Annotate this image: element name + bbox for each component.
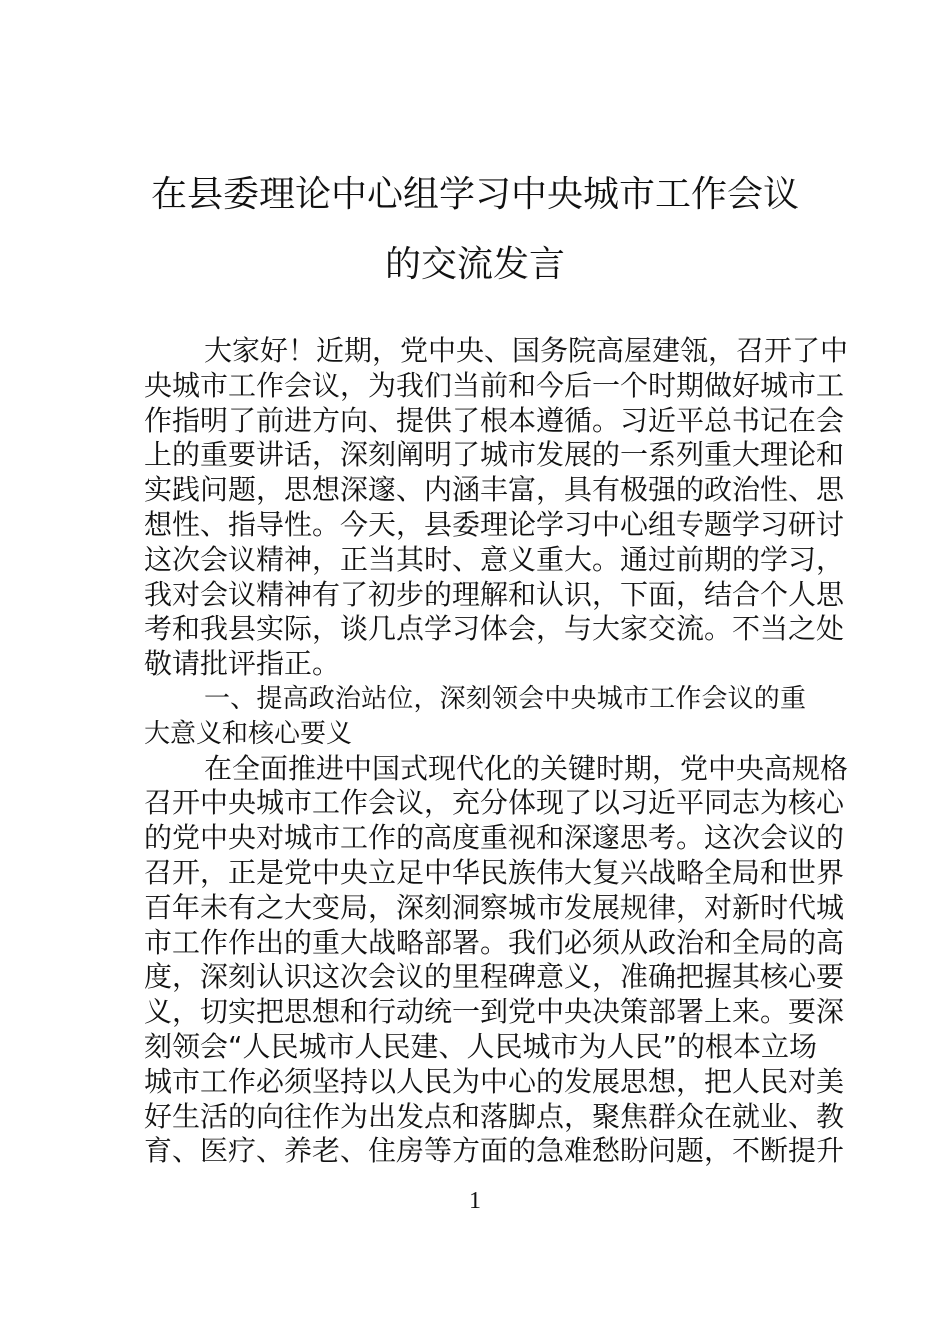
title-line-2: 的交流发言 — [384, 244, 565, 285]
text-line: 的党中央对城市工作的高度重视和深邃思考。这次会议的 — [144, 821, 845, 855]
paragraph — [144, 334, 849, 682]
text-line: 召开中央城市工作会议，充分体现了以习近平同志为核心 — [144, 786, 845, 820]
text-line: 好生活的向往作为出发点和落脚点，聚焦群众在就业、教 — [144, 1099, 845, 1133]
text-line: 市工作作出的重大战略部署。我们必须从政治和全局的高 — [144, 925, 845, 959]
title-line-1: 在县委理论中心组学习中央城市工作会议 — [150, 174, 799, 215]
text-line: 这次会议精神，正当其时、意义重大。通过前期的学习， — [144, 542, 845, 576]
text-line: 央城市工作会议，为我们当前和今后一个时期做好城市工 — [144, 368, 845, 402]
text-line: 敬请批评指正。 — [144, 647, 341, 681]
text-line: 上的重要讲话，深刻阐明了城市发展的一系列重大理论和 — [144, 438, 845, 472]
document-title — [0, 160, 950, 300]
text-line: 考和我县实际，谈几点学习体会，与大家交流。不当之处 — [144, 612, 845, 646]
section-heading — [144, 682, 806, 752]
text-line: 育、医疗、养老、住房等方面的急难愁盼问题，不断提升 — [144, 1134, 845, 1168]
paragraph — [144, 751, 849, 1170]
text-line: 作指明了前进方向、提供了根本遵循。习近平总书记在会 — [144, 403, 845, 437]
text-line: 度，深刻认识这次会议的里程碑意义，准确把握其核心要 — [144, 960, 845, 994]
text-line: 一、提高政治站位，深刻领会中央城市工作会议的重 — [204, 683, 806, 714]
text-line: 召开，正是党中央立足中华民族伟大复兴战略全局和世界 — [144, 855, 845, 889]
text-line: 百年未有之大变局，深刻洞察城市发展规律，对新时代城 — [144, 890, 845, 924]
text-line: 想性、指导性。今天，县委理论学习中心组专题学习研讨 — [144, 507, 845, 541]
text-line: 大意义和核心要义 — [144, 718, 353, 749]
text-line: 义，切实把思想和行动统一到党中央决策部署上来。要深 — [144, 995, 845, 1029]
text-line: 我对会议精神有了初步的理解和认识，下面，结合个人思 — [144, 577, 845, 611]
text-line: 在全面推进中国式现代化的关键时期，党中央高规格 — [204, 751, 849, 785]
text-line: 城市工作必须坚持以人民为中心的发展思想，把人民对美 — [144, 1064, 845, 1098]
text-line: 刻领会“人民城市人民建、人民城市为人民”的根本立场 — [144, 1029, 818, 1063]
text-line: 实践问题，思想深邃、内涵丰富，具有极强的政治性、思 — [144, 473, 845, 507]
page-number: 1 — [469, 1188, 481, 1214]
document-body — [144, 334, 849, 1169]
text-line: 大家好！近期，党中央、国务院高屋建瓴，召开了中 — [204, 334, 849, 367]
